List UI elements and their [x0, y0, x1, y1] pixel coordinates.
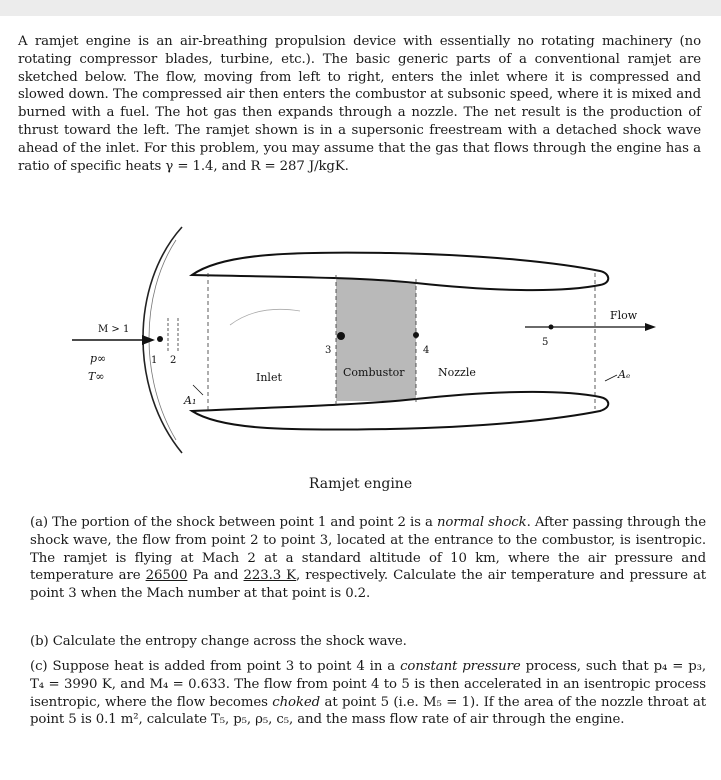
t-inf-label: T∞ [88, 370, 105, 383]
part-c-text-1: (c) Suppose heat is added from point 3 to point 4 in a [30, 659, 401, 674]
part-c-emphasis-1: constant pressure [400, 659, 521, 674]
pressure-value: 26500 [145, 568, 188, 584]
p-inf-label: p∞ [90, 352, 107, 365]
temperature-value: 223.3 K [243, 568, 297, 584]
mach-label: M > 1 [98, 324, 130, 335]
station-5-dot [549, 325, 554, 330]
combustor-region [336, 273, 416, 401]
part-c-emphasis-2: choked [272, 694, 321, 710]
station-1-dot [157, 336, 163, 342]
ramjet-figure [60, 215, 690, 460]
part-a-paragraph [30, 514, 706, 603]
point-3-label: 3 [325, 345, 332, 356]
nozzle-label: Nozzle [438, 366, 476, 379]
intro-paragraph: A ramjet engine is an air-breathing propulsion device with essentially no rotating machinery (no rotating compressor blades, turbine, etc.). The basic generic parts of a conventional ramjet are sketched below. The flow, moving from left to right, enters the inlet where it is compressed and slowed down. The compressed air then enters the combustor at subsonic speed, where it is mixed and burned with a fuel. The hot gas then expands through a nozzle. The net result is the production of thrust toward the left. The ramjet shown is in a supersonic freestream with a detached shock wave ahead of the inlet. For this problem, you may assume that the gas that flows through the engine has a ratio of specific heats γ = 1.4, and R = 287 J/kgK. [18, 34, 701, 174]
inlet-label: Inlet [256, 371, 282, 384]
station-4-dot [413, 332, 419, 338]
flow-label: Flow [610, 309, 638, 322]
point-2-label: 2 [170, 355, 177, 366]
part-a-text-1: (a) The portion of the shock between point 1 and point 2 is a [30, 515, 437, 530]
figure-caption: Ramjet engine [308, 476, 413, 492]
part-a-text-2: . After passing through the shock wave, the flow from point 2 to point 3, located at the entrance to the combustor, is isentropic. The ramjet is flying at Mach 2 at a standard altitude of 10 km, where the air pressure and temperature are [30, 515, 706, 584]
ae-label: Aₑ [618, 368, 631, 381]
point-1-label: 1 [151, 355, 158, 366]
part-a-text-3: Pa and [187, 568, 244, 584]
combustor-label: Combustor [343, 366, 405, 379]
part-c-text-2: process, such that p₄ = p₃, T₄ = 3990 K, and M₄ = 0.633. The flow from point 4 to 5 is then accelerated in an isentropic process isentropic, where the flow becomes [30, 659, 707, 710]
part-b-paragraph: (b) Calculate the entropy change across the shock wave. [30, 634, 407, 649]
part-c-text-3: at point 5 (i.e. M₅ = 1). If the area of the nozzle throat at point 5 is 0.1 m², calculate T₅, p₅, ρ₅, c₅, and the mass flow rate of air through the engine. [30, 694, 706, 728]
station-3-dot [337, 332, 345, 340]
a1-label: A₁ [184, 394, 197, 407]
part-c-paragraph [30, 658, 706, 729]
part-a-emphasis: normal shock [436, 515, 527, 530]
point-4-label: 4 [423, 345, 430, 356]
point-5-label: 5 [542, 337, 549, 348]
part-a-text-4: , respectively. Calculate the air temperature and pressure at point 3 when the Mach number at that point is 0.2. [30, 568, 707, 602]
top-bar [0, 0, 721, 16]
